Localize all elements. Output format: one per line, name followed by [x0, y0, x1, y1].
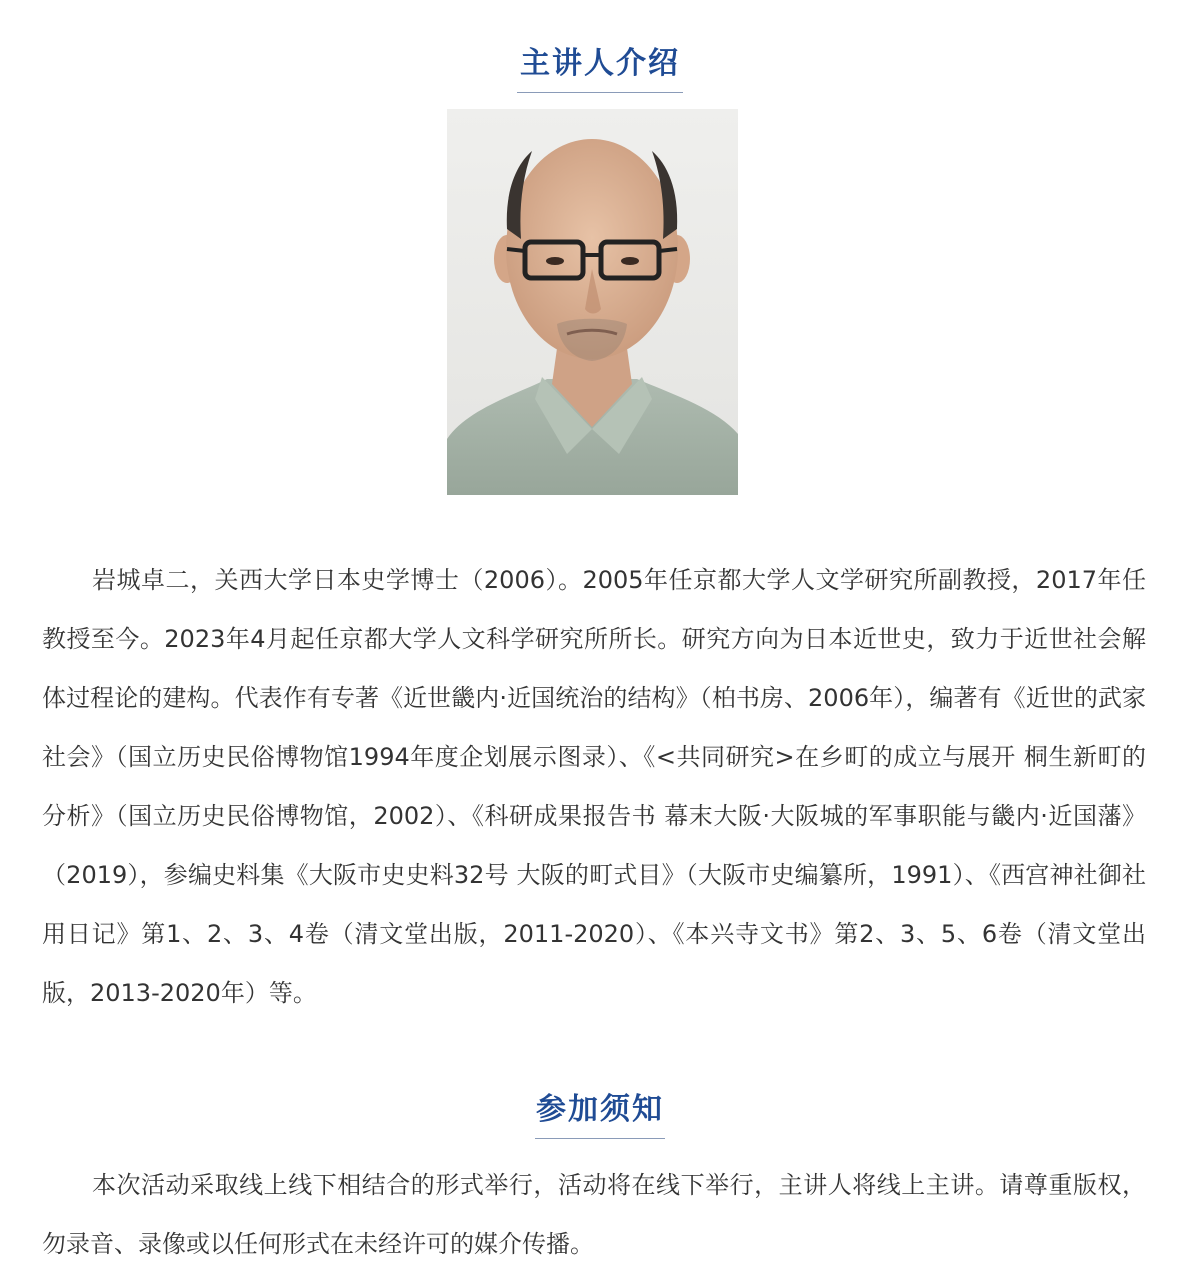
- notice-text: 本次活动采取线上线下相结合的形式举行，活动将在线下举行，主讲人将线上主讲。请尊重版权，勿录音、录像或以任何形式在未经许可的媒介传播。: [42, 1171, 1146, 1258]
- speaker-title-underline: [517, 92, 683, 93]
- notice-title-underline: [535, 1138, 665, 1139]
- speaker-bio: 岩城卓二，关西大学日本史学博士（2006）。2005年任京都大学人文学研究所副教授，2017年任教授至今。2023年4月起任京都大学人文科学研究所所长。研究方向为日本近世史，致力于近世社会解体过程论的建构。代表作有专著《近世畿内·近国统治的结构》（柏书房、2006年），编著有《近世的武家社会》（国立历史民俗博物馆1994年度企划展示图录）、《<共同研究>在乡町的成立与展开 桐生新町的分析》（国立历史民俗博物馆，2002）、《科研成果报告书 幕末大阪·大阪城的军事职能与畿内·近国藩》（2019），参编史料集《大阪市史史料32号 大阪的町式目》（大阪市史编纂所，1991）、《西宫神社御社用日记》第1、2、3、4卷（清文堂出版，2011-2020）、《本兴寺文书》第2、3、5、6卷（清文堂出版，2013-2020年）等。: [42, 566, 1146, 1007]
- portrait-illustration: [447, 109, 738, 495]
- speaker-portrait: [447, 109, 738, 495]
- notice-section-title: [0, 1090, 1200, 1139]
- notice-section-title-text: 参加须知: [536, 1092, 664, 1127]
- speaker-section-title-text: 主讲人介绍: [520, 46, 680, 81]
- speaker-section-title: [0, 44, 1200, 93]
